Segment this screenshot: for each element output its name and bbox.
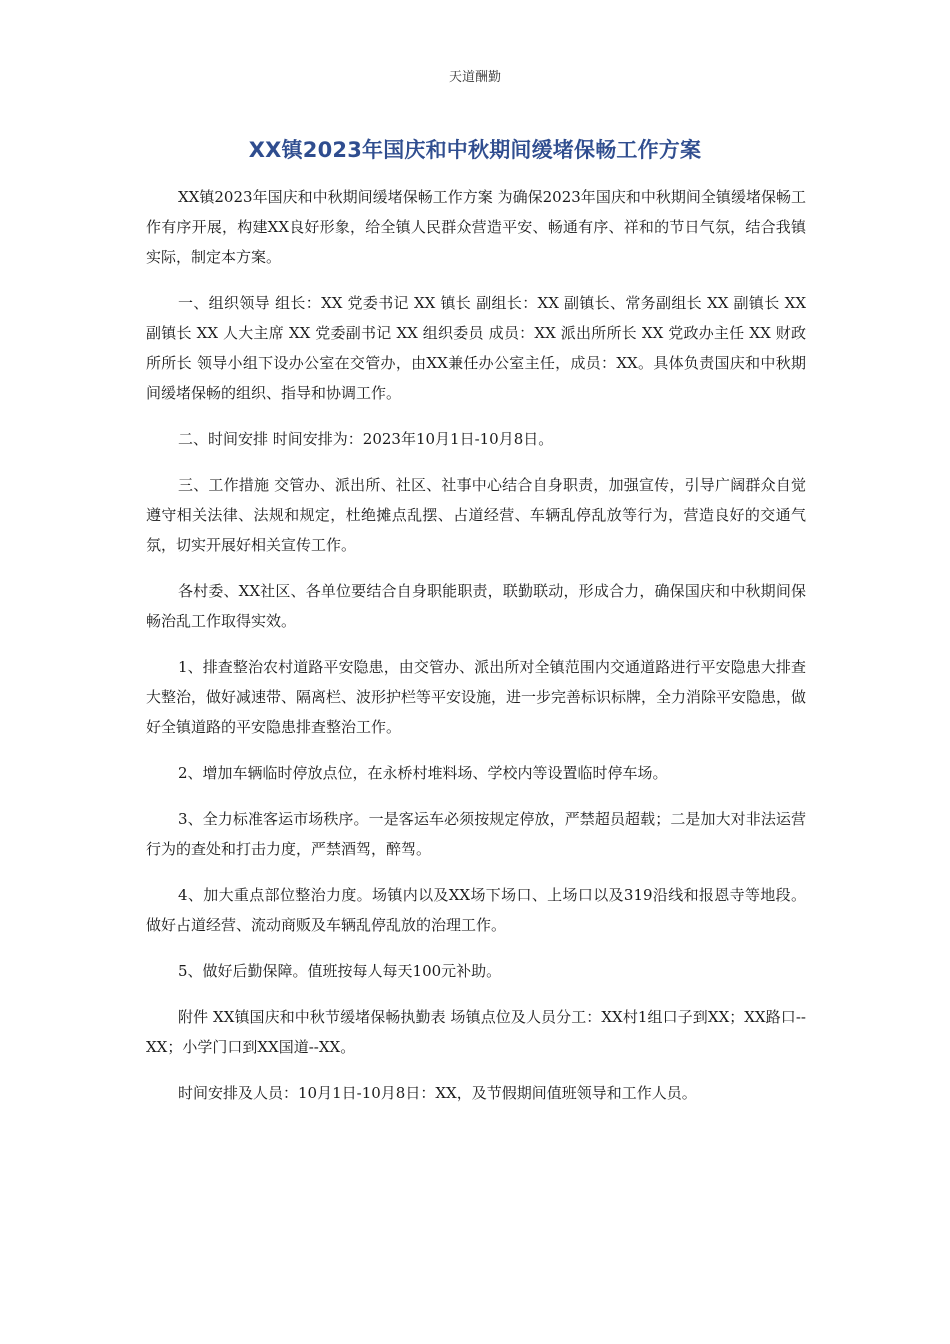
header-note: 天道酬勤 (448, 70, 501, 85)
document-body (146, 182, 806, 1124)
paragraph-intro: XX镇2023年国庆和中秋期间缓堵保畅工作方案 为确保2023年国庆和中秋期间全镇缓堵保畅工作有序开展，构建XX良好形象，给全镇人民群众营造平安、畅通有序、祥和的节日气氛，结合我镇实际，制定本方案。 (146, 188, 806, 266)
paragraph-coordination: 各村委、XX社区、各单位要结合自身职能职责，联勤联动，形成合力，确保国庆和中秋期间保畅治乱工作取得实效。 (146, 582, 806, 630)
paragraph-measures: 三、工作措施 交管办、派出所、社区、社事中心结合自身职责，加强宣传，引导广阔群众自觉遵守相关法律、法规和规定，杜绝摊点乱摆、占道经营、车辆乱停乱放等行为，营造良好的交通气氛，切实开展好相关宣传工作。 (146, 476, 806, 554)
paragraph-item-2: 2、增加车辆临时停放点位，在永桥村堆料场、学校内等设置临时停车场。 (178, 764, 668, 782)
paragraph-attachment: 附件 XX镇国庆和中秋节缓堵保畅执勤表 场镇点位及人员分工：XX村1组口子到XX；XX路口--XX；小学门口到XX国道--XX。 (146, 1008, 806, 1056)
paragraph-organization: 一、组织领导 组长：XX 党委书记 XX 镇长 副组长：XX 副镇长、常务副组长 XX 副镇长 XX 副镇长 XX 人大主席 XX 党委副书记 XX 组织委员 成员：XX 派出所所长 XX 党政办主任 XX 财政所所长 领导小组下设办公室在交管办，由XX兼任办公室主任，成员：XX。具体负责国庆和中秋期间缓堵保畅的组织、指导和协调工作。 (146, 294, 806, 402)
document-title: XX镇2023年国庆和中秋期间缓堵保畅工作方案 (248, 138, 702, 162)
paragraph-item-4: 4、加大重点部位整治力度。场镇内以及XX场下场口、上场口以及319沿线和报恩寺等地段。做好占道经营、流动商贩及车辆乱停乱放的治理工作。 (146, 886, 806, 934)
paragraph-schedule: 二、时间安排 时间安排为：2023年10月1日-10月8日。 (178, 430, 554, 448)
paragraph-item-1: 1、排查整治农村道路平安隐患，由交管办、派出所对全镇范围内交通道路进行平安隐患大排查大整治，做好减速带、隔离栏、波形护栏等平安设施，进一步完善标识标牌，全力消除平安隐患，做好全镇道路的平安隐患排查整治工作。 (146, 658, 807, 736)
paragraph-item-5: 5、做好后勤保障。值班按每人每天100元补助。 (178, 962, 502, 980)
paragraph-item-3: 3、全力标准客运市场秩序。一是客运车必须按规定停放，严禁超员超载；二是加大对非法运营行为的查处和打击力度，严禁酒驾，醉驾。 (146, 810, 806, 858)
paragraph-duty-time: 时间安排及人员：10月1日-10月8日：XX，及节假期间值班领导和工作人员。 (178, 1084, 697, 1102)
